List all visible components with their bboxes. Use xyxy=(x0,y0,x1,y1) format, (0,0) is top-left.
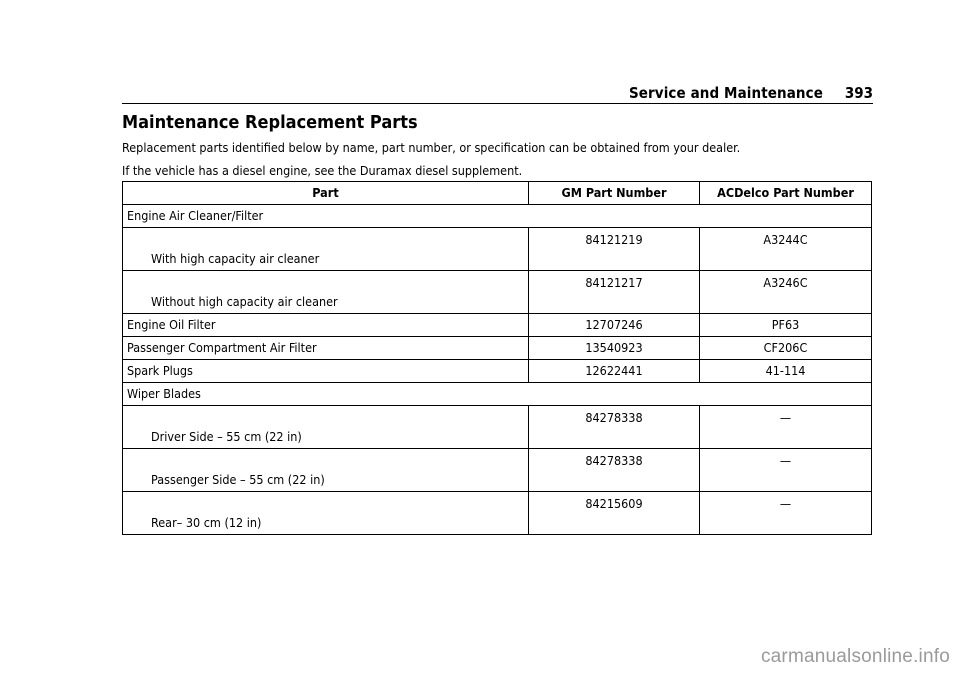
table-row xyxy=(123,271,872,314)
cell-acdelco-part-number xyxy=(700,492,872,535)
row-group-label: Wiper Blades xyxy=(123,383,872,406)
cell-part xyxy=(123,406,529,449)
table-row xyxy=(123,360,872,383)
table-header-row xyxy=(123,182,872,205)
acdelco-part-number: A3246C xyxy=(763,275,808,290)
acdelco-part-number: — xyxy=(779,410,792,425)
table-row xyxy=(123,314,872,337)
parts-table xyxy=(122,181,872,535)
acdelco-part-number: — xyxy=(779,496,792,511)
cell-acdelco-part-number: CF206C xyxy=(700,337,872,360)
cell-gm-part-number: 12707246 xyxy=(529,314,700,337)
row-group-label: Engine Air Cleaner/Filter xyxy=(123,205,872,228)
table-row xyxy=(123,449,872,492)
cell-acdelco-part-number xyxy=(700,406,872,449)
gm-part-number: 84121219 xyxy=(585,232,643,247)
part-name: Passenger Side – 55 cm (22 in) xyxy=(151,472,325,487)
cell-gm-part-number xyxy=(529,406,700,449)
cell-part: Spark Plugs xyxy=(123,360,529,383)
table-row-group xyxy=(123,383,872,406)
table-row xyxy=(123,406,872,449)
cell-gm-part-number xyxy=(529,492,700,535)
cell-acdelco-part-number xyxy=(700,228,872,271)
page-title: Maintenance Replacement Parts xyxy=(122,112,418,133)
cell-part xyxy=(123,271,529,314)
cell-acdelco-part-number: 41-114 xyxy=(700,360,872,383)
section-title: Service and Maintenance xyxy=(628,84,823,102)
acdelco-part-number: — xyxy=(779,453,792,468)
part-name: Driver Side – 55 cm (22 in) xyxy=(151,429,302,444)
part-name: Rear– 30 cm (12 in) xyxy=(151,515,262,530)
cell-part: Engine Oil Filter xyxy=(123,314,529,337)
gm-part-number: 84278338 xyxy=(585,410,643,425)
intro-paragraph: Replacement parts identified below by name, part number, or specification can be obtained from your dealer. xyxy=(122,140,741,155)
cell-part xyxy=(123,492,529,535)
column-header-acdelco-part-number: ACDelco Part Number xyxy=(700,182,872,205)
cell-part xyxy=(123,449,529,492)
page-number: 393 xyxy=(844,84,873,102)
cell-acdelco-part-number xyxy=(700,271,872,314)
table-row xyxy=(123,228,872,271)
page-header xyxy=(122,80,873,104)
gm-part-number: 84121217 xyxy=(585,275,643,290)
table-row-group xyxy=(123,205,872,228)
gm-part-number: 84215609 xyxy=(585,496,643,511)
cell-gm-part-number: 12622441 xyxy=(529,360,700,383)
table-row xyxy=(123,337,872,360)
watermark-link[interactable]: carmanualsonline.info xyxy=(760,646,950,667)
cell-part xyxy=(123,228,529,271)
cell-gm-part-number xyxy=(529,228,700,271)
cell-gm-part-number xyxy=(529,449,700,492)
column-header-gm-part-number: GM Part Number xyxy=(529,182,700,205)
cell-gm-part-number xyxy=(529,271,700,314)
column-header-part: Part xyxy=(123,182,529,205)
cell-gm-part-number: 13540923 xyxy=(529,337,700,360)
gm-part-number: 84278338 xyxy=(585,453,643,468)
table-row xyxy=(123,492,872,535)
intro-paragraph: If the vehicle has a diesel engine, see the Duramax diesel supplement. xyxy=(122,163,523,178)
acdelco-part-number: A3244C xyxy=(763,232,808,247)
cell-acdelco-part-number: PF63 xyxy=(700,314,872,337)
cell-acdelco-part-number xyxy=(700,449,872,492)
part-name: With high capacity air cleaner xyxy=(151,251,320,266)
part-name: Without high capacity air cleaner xyxy=(151,294,338,309)
cell-part: Passenger Compartment Air Filter xyxy=(123,337,529,360)
